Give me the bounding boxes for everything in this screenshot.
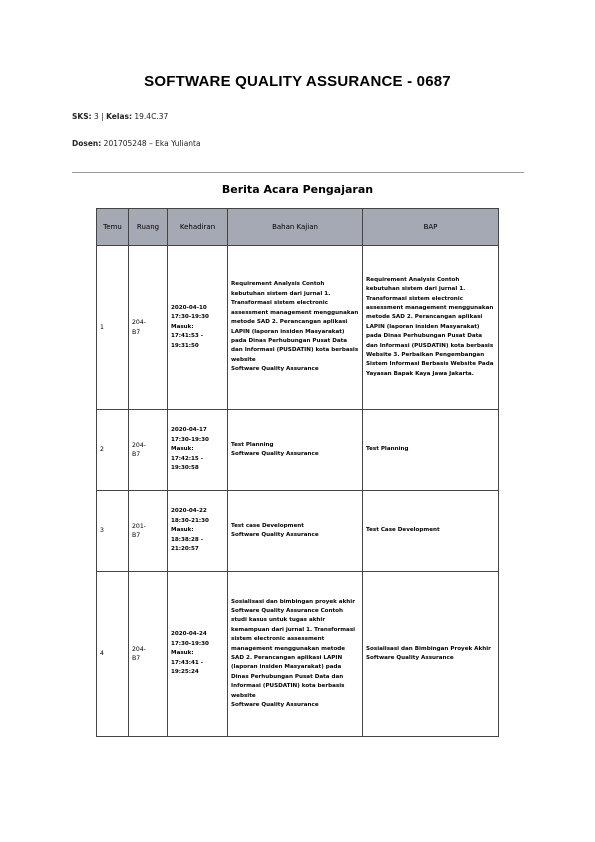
table-row (97, 410, 499, 491)
cell-bap: Requirement Analysis Contoh kebutuhan sistem dari jurnal 1. Transformasi sistem electronic assessment management menggunakan metode SAD 2. Perancangan aplikasi LAPIN (laporan insiden Masyarakat) pada Dinas Perhubungan Pusat Data dan Informasi (PUSDATIN) kota berbasis Website 3. Perbaikan Pengembangan Sistem Informasi Berbasis Website Pada Yayasan Bapak Kaya Jawa Jakarta. (363, 246, 499, 410)
cell-kehadiran: 2020-04-22 18:30-21:30 Masuk: 18:38:28 - 21:20:57 (168, 491, 228, 572)
cell-ruang: 201- B7 (129, 491, 168, 572)
sks-value: 3 (94, 112, 99, 121)
column-header-temu: Temu (97, 209, 129, 246)
cell-bap: Sosialisasi dan Bimbingan Proyek Akhir Software Quality Assurance (363, 572, 499, 737)
table-row (97, 572, 499, 737)
column-header-bahan-kajian: Bahan Kajian (228, 209, 363, 246)
meta-separator: | (101, 112, 104, 121)
course-meta (72, 112, 168, 121)
cell-bahan-kajian: Test case Development Software Quality Assurance (228, 491, 363, 572)
cell-temu: 3 (97, 491, 129, 572)
cell-kehadiran: 2020-04-17 17:30-19:30 Masuk: 17:42:15 - 19:30:58 (168, 410, 228, 491)
cell-temu: 2 (97, 410, 129, 491)
cell-kehadiran: 2020-04-10 17:30-19:30 Masuk: 17:41:53 - 19:31:50 (168, 246, 228, 410)
column-header-kehadiran: Kehadiran (168, 209, 228, 246)
divider (72, 172, 524, 173)
cell-bahan-kajian: Requirement Analysis Contoh kebutuhan sistem dari jurnal 1. Transformasi sistem electronic assessment management menggunakan metode SAD 2. Perancangan aplikasi LAPIN (laporan insiden Masyarakat) pada Dinas Perhubungan Pusat Data dan Informasi (PUSDATIN) kota berbasis website Software Quality Assurance (228, 246, 363, 410)
cell-temu: 1 (97, 246, 129, 410)
kelas-label: Kelas: (106, 112, 132, 121)
page-title: SOFTWARE QUALITY ASSURANCE - 0687 (144, 73, 451, 90)
cell-ruang: 204- B7 (129, 410, 168, 491)
lecturer-meta (72, 139, 201, 148)
cell-bahan-kajian: Test Planning Software Quality Assurance (228, 410, 363, 491)
cell-kehadiran: 2020-04-24 17:30-19:30 Masuk: 17:43:41 - 19:25:24 (168, 572, 228, 737)
dosen-value: 201705248 – Eka Yulianta (103, 139, 201, 148)
table-row (97, 491, 499, 572)
table-header-row (97, 209, 499, 246)
cell-ruang: 204- B7 (129, 572, 168, 737)
column-header-ruang: Ruang (129, 209, 168, 246)
section-title: Berita Acara Pengajaran (221, 183, 374, 196)
kelas-value: 19.4C.37 (134, 112, 169, 121)
cell-bap: Test Case Development (363, 491, 499, 572)
dosen-label: Dosen: (72, 139, 102, 148)
teaching-log-table (96, 208, 499, 737)
sks-label: SKS: (72, 112, 92, 121)
column-header-bap: BAP (363, 209, 499, 246)
cell-bahan-kajian: Sosialisasi dan bimbingan proyek akhir Software Quality Assurance Contoh studi kasus untuk tugas akhir kemampuan dari jurnal 1. Transformasi sistem electronic assessment management menggunakan metode SAD 2. Perancangan aplikasi LAPIN (laporan insiden Masyarakat) pada Dinas Perhubungan Pusat Data dan Informasi (PUSDATIN) kota berbasis website Software Quality Assurance (228, 572, 363, 737)
cell-ruang: 204- B7 (129, 246, 168, 410)
table-row (97, 246, 499, 410)
cell-bap: Test Planning (363, 410, 499, 491)
cell-temu: 4 (97, 572, 129, 737)
